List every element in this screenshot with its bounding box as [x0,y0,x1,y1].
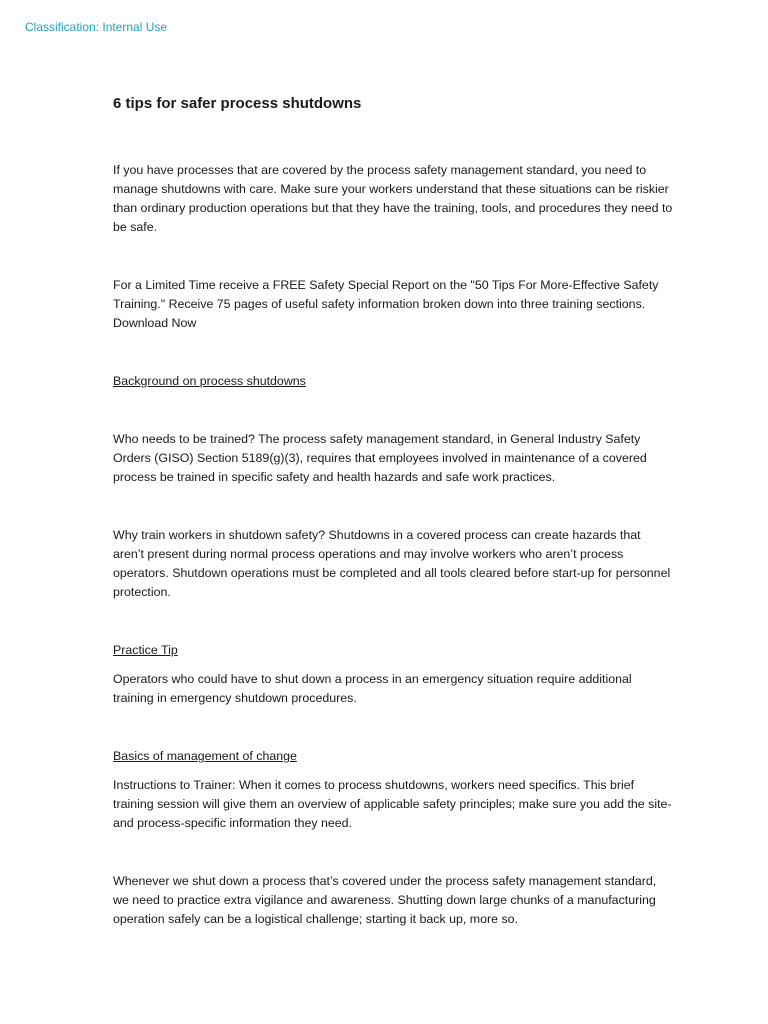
heading-background: Background on process shutdowns [113,374,306,388]
instructions-paragraph: Instructions to Trainer: When it comes to process shutdowns, workers need specifics. This brief training session will give them an overview of applicable safety principles; make sure you add the site- and process-specific information they need. [113,778,672,830]
practice-tip-paragraph: Operators who could have to shut down a process in an emergency situation require additional training in emergency shutdown procedures. [113,672,632,705]
promo-paragraph: For a Limited Time receive a FREE Safety Special Report on the "50 Tips For More-Effective Safety Training." Receive 75 pages of useful safety information broken down into three training sections. Download Now [113,278,659,330]
heading-practice-tip: Practice Tip [113,643,178,657]
document-body [113,94,673,929]
document-title: 6 tips for safer process shutdowns [113,95,362,112]
heading-basics: Basics of management of change [113,749,297,763]
who-trained-paragraph: Who needs to be trained? The process safety management standard, in General Industry Safety Orders (GISO) Section 5189(g)(3), requires that employees involved in maintenance of a covered process be trained in specific safety and health hazards and safe work practices. [113,432,647,484]
intro-paragraph: If you have processes that are covered by the process safety management standard, you need to manage shutdowns with care. Make sure your workers understand that these situations can be riskier than ordinary production operations but that they have the training, tools, and procedures they need to be safe. [113,163,673,234]
classification-label: Classification: Internal Use [25,20,168,34]
whenever-paragraph: Whenever we shut down a process that’s covered under the process safety management standard, we need to practice extra vigilance and awareness. Shutting down large chunks of a manufacturing operation safely can be a logistical challenge; starting it back up, more so. [113,874,657,926]
why-train-paragraph: Why train workers in shutdown safety? Shutdowns in a covered process can create hazards that aren’t present during normal process operations and may involve workers who aren’t process operators. Shutdown operations must be completed and all tools cleared before start-up for personnel protection. [113,528,671,599]
